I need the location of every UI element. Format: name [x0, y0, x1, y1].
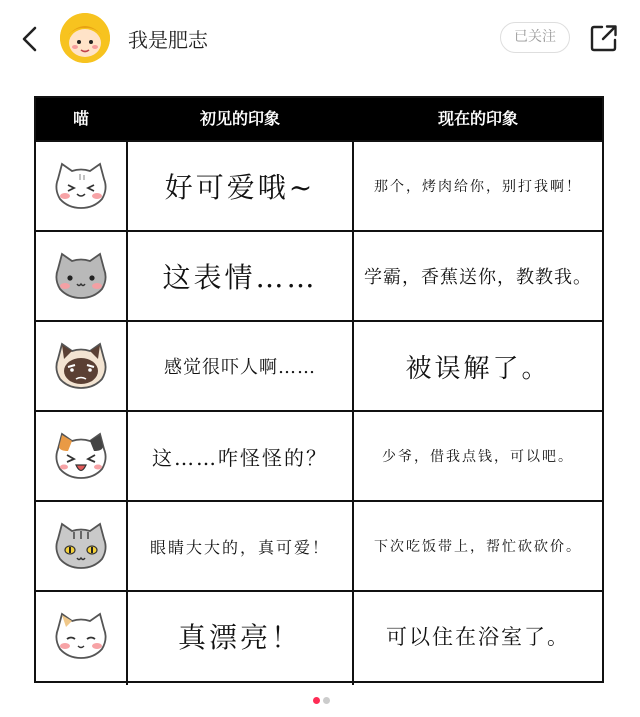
first-impression-text: 眼睛大大的，真可爱！ — [149, 537, 330, 557]
top-bar — [0, 0, 640, 78]
image-pager[interactable] — [309, 697, 333, 705]
cat-cell — [36, 142, 126, 230]
follow-button[interactable]: 已关注 — [500, 22, 570, 53]
avatar-face-icon — [60, 13, 110, 63]
first-impression-text: 真漂亮！ — [177, 621, 302, 654]
header-cat: 喵 — [72, 109, 89, 128]
siamese-cat-sour-icon — [50, 341, 112, 391]
table-row — [36, 500, 602, 590]
current-impression-text: 少爷，借我点钱，可以吧。 — [382, 449, 574, 465]
current-impression-text: 学霸，香蕉送你，教教我。 — [364, 267, 592, 288]
cat-cell — [36, 322, 126, 410]
calico-cat-shocked-icon — [50, 431, 112, 481]
first-impression-text: 这……咋怪怪的？ — [152, 445, 328, 470]
first-impression-text: 这表情…… — [162, 261, 318, 294]
gray-cat-neutral-icon — [50, 251, 112, 301]
table-row — [36, 140, 602, 230]
cat-cell — [36, 412, 126, 500]
tabby-cat-yellow-eyes-icon — [50, 521, 112, 571]
share-button[interactable] — [589, 23, 619, 53]
table-row — [36, 410, 602, 500]
username[interactable]: 我是肥志 — [128, 28, 208, 52]
current-impression-text: 被误解了。 — [405, 353, 551, 384]
table-header — [36, 98, 602, 140]
table-row — [36, 590, 602, 681]
pager-dot[interactable] — [323, 697, 330, 704]
avatar[interactable] — [60, 13, 110, 63]
back-button[interactable] — [18, 22, 44, 56]
header-current-impression: 现在的印象 — [437, 109, 518, 128]
current-impression-text: 下次吃饭带上，帮忙砍砍价。 — [374, 539, 582, 555]
pager-dot-active[interactable] — [313, 697, 320, 704]
header-first-impression: 初见的印象 — [199, 109, 280, 128]
cat-impression-table — [34, 96, 604, 683]
current-impression-text: 可以住在浴室了。 — [386, 625, 570, 649]
white-cat-squint-icon — [50, 161, 112, 211]
cat-cell — [36, 502, 126, 590]
table-row — [36, 230, 602, 320]
first-impression-text: 感觉很吓人啊…… — [164, 357, 316, 378]
cat-cell — [36, 232, 126, 320]
first-impression-text: 好可爱哦~ — [164, 171, 316, 204]
current-impression-text: 那个，烤肉给你，别打我啊！ — [374, 179, 582, 195]
chevron-left-icon — [18, 22, 44, 56]
cat-cell — [36, 592, 126, 680]
white-cat-blush-icon — [50, 611, 112, 661]
table-row — [36, 320, 602, 410]
share-icon — [589, 23, 619, 53]
